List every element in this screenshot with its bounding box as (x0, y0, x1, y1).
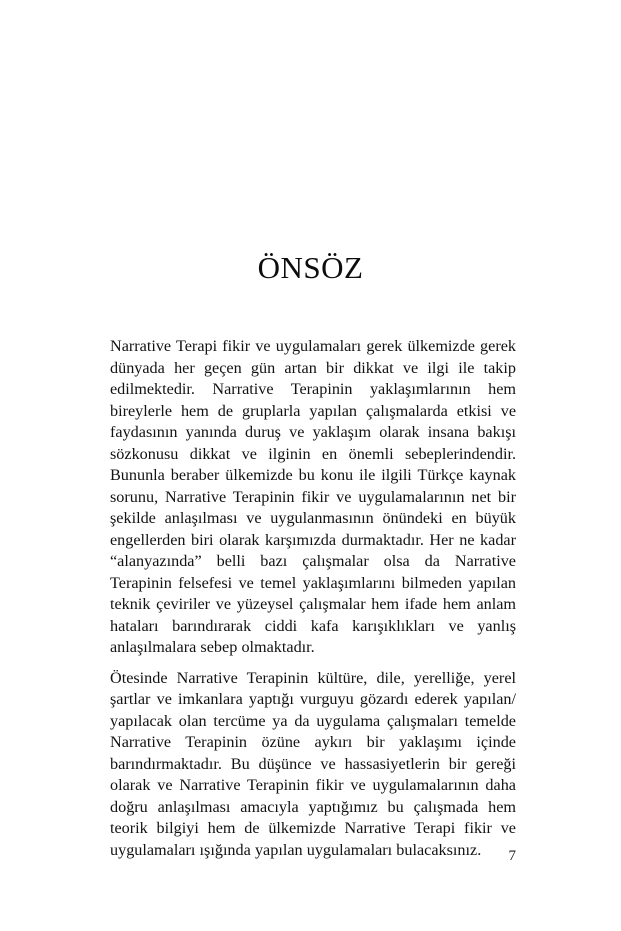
body-paragraph: Narrative Terapi fikir ve uygulamaları gerek ülkemizde gerek dünyada her geçen gün artan bir dikkat ve ilgi ile takip edilmektedir. Narrative Terapinin yaklaşımlarının hem bireylerle hem de gruplarla yapılan çalışmalarda etkisi ve faydasının yanında duruş ve yaklaşım olarak insana bakışı sözkonusu dikkat ve ilginin en önemli sebeplerindendir. Bununla beraber ülkemizde bu konu ile ilgili Türkçe kaynak sorunu, Narrative Terapinin fikir ve uygulamalarının net bir şekilde anlaşılması ve uygulanmasının önündeki en büyük engellerden biri olarak karşımızda durmaktadır. Her ne kadar “alanyazında” belli bazı çalışmalar olsa da Narrative Terapinin felsefesi ve temel yaklaşımlarını bilmeden yapılan teknik çeviriler ve yüzeysel çalışmalar hem ifade hem anlam hataları barındırarak ciddi kafa karışıklıkları ve yanlış anlaşılmalara sebep olmaktadır. (110, 337, 516, 656)
page-number: 7 (508, 848, 516, 864)
page-title: ÖNSÖZ (257, 249, 364, 285)
body-text-block (110, 336, 516, 861)
body-paragraph: Ötesinde Narrative Terapinin kültüre, dile, yerelliğe, yerel şartlar ve imkanlara yaptığı vurguyu gözardı ederek yapılan/ yapılacak olan tercüme ya da uygulama çalışmaları temelde Narrative Terapinin özüne aykırı bir yaklaşımı içinde barındırmaktadır. Bu düşünce ve hassasiyetlerin bir gereği olarak ve Narrative Terapinin fikir ve uygulamalarının daha doğru anlaşılması amacıyla yaptığımız bu çalışmada hem teorik bilgiyi hem de ülkemizde Narrative Terapi fikir ve uygulamaları ışığında yapılan uygulamaları bulacaksınız. (110, 668, 516, 859)
